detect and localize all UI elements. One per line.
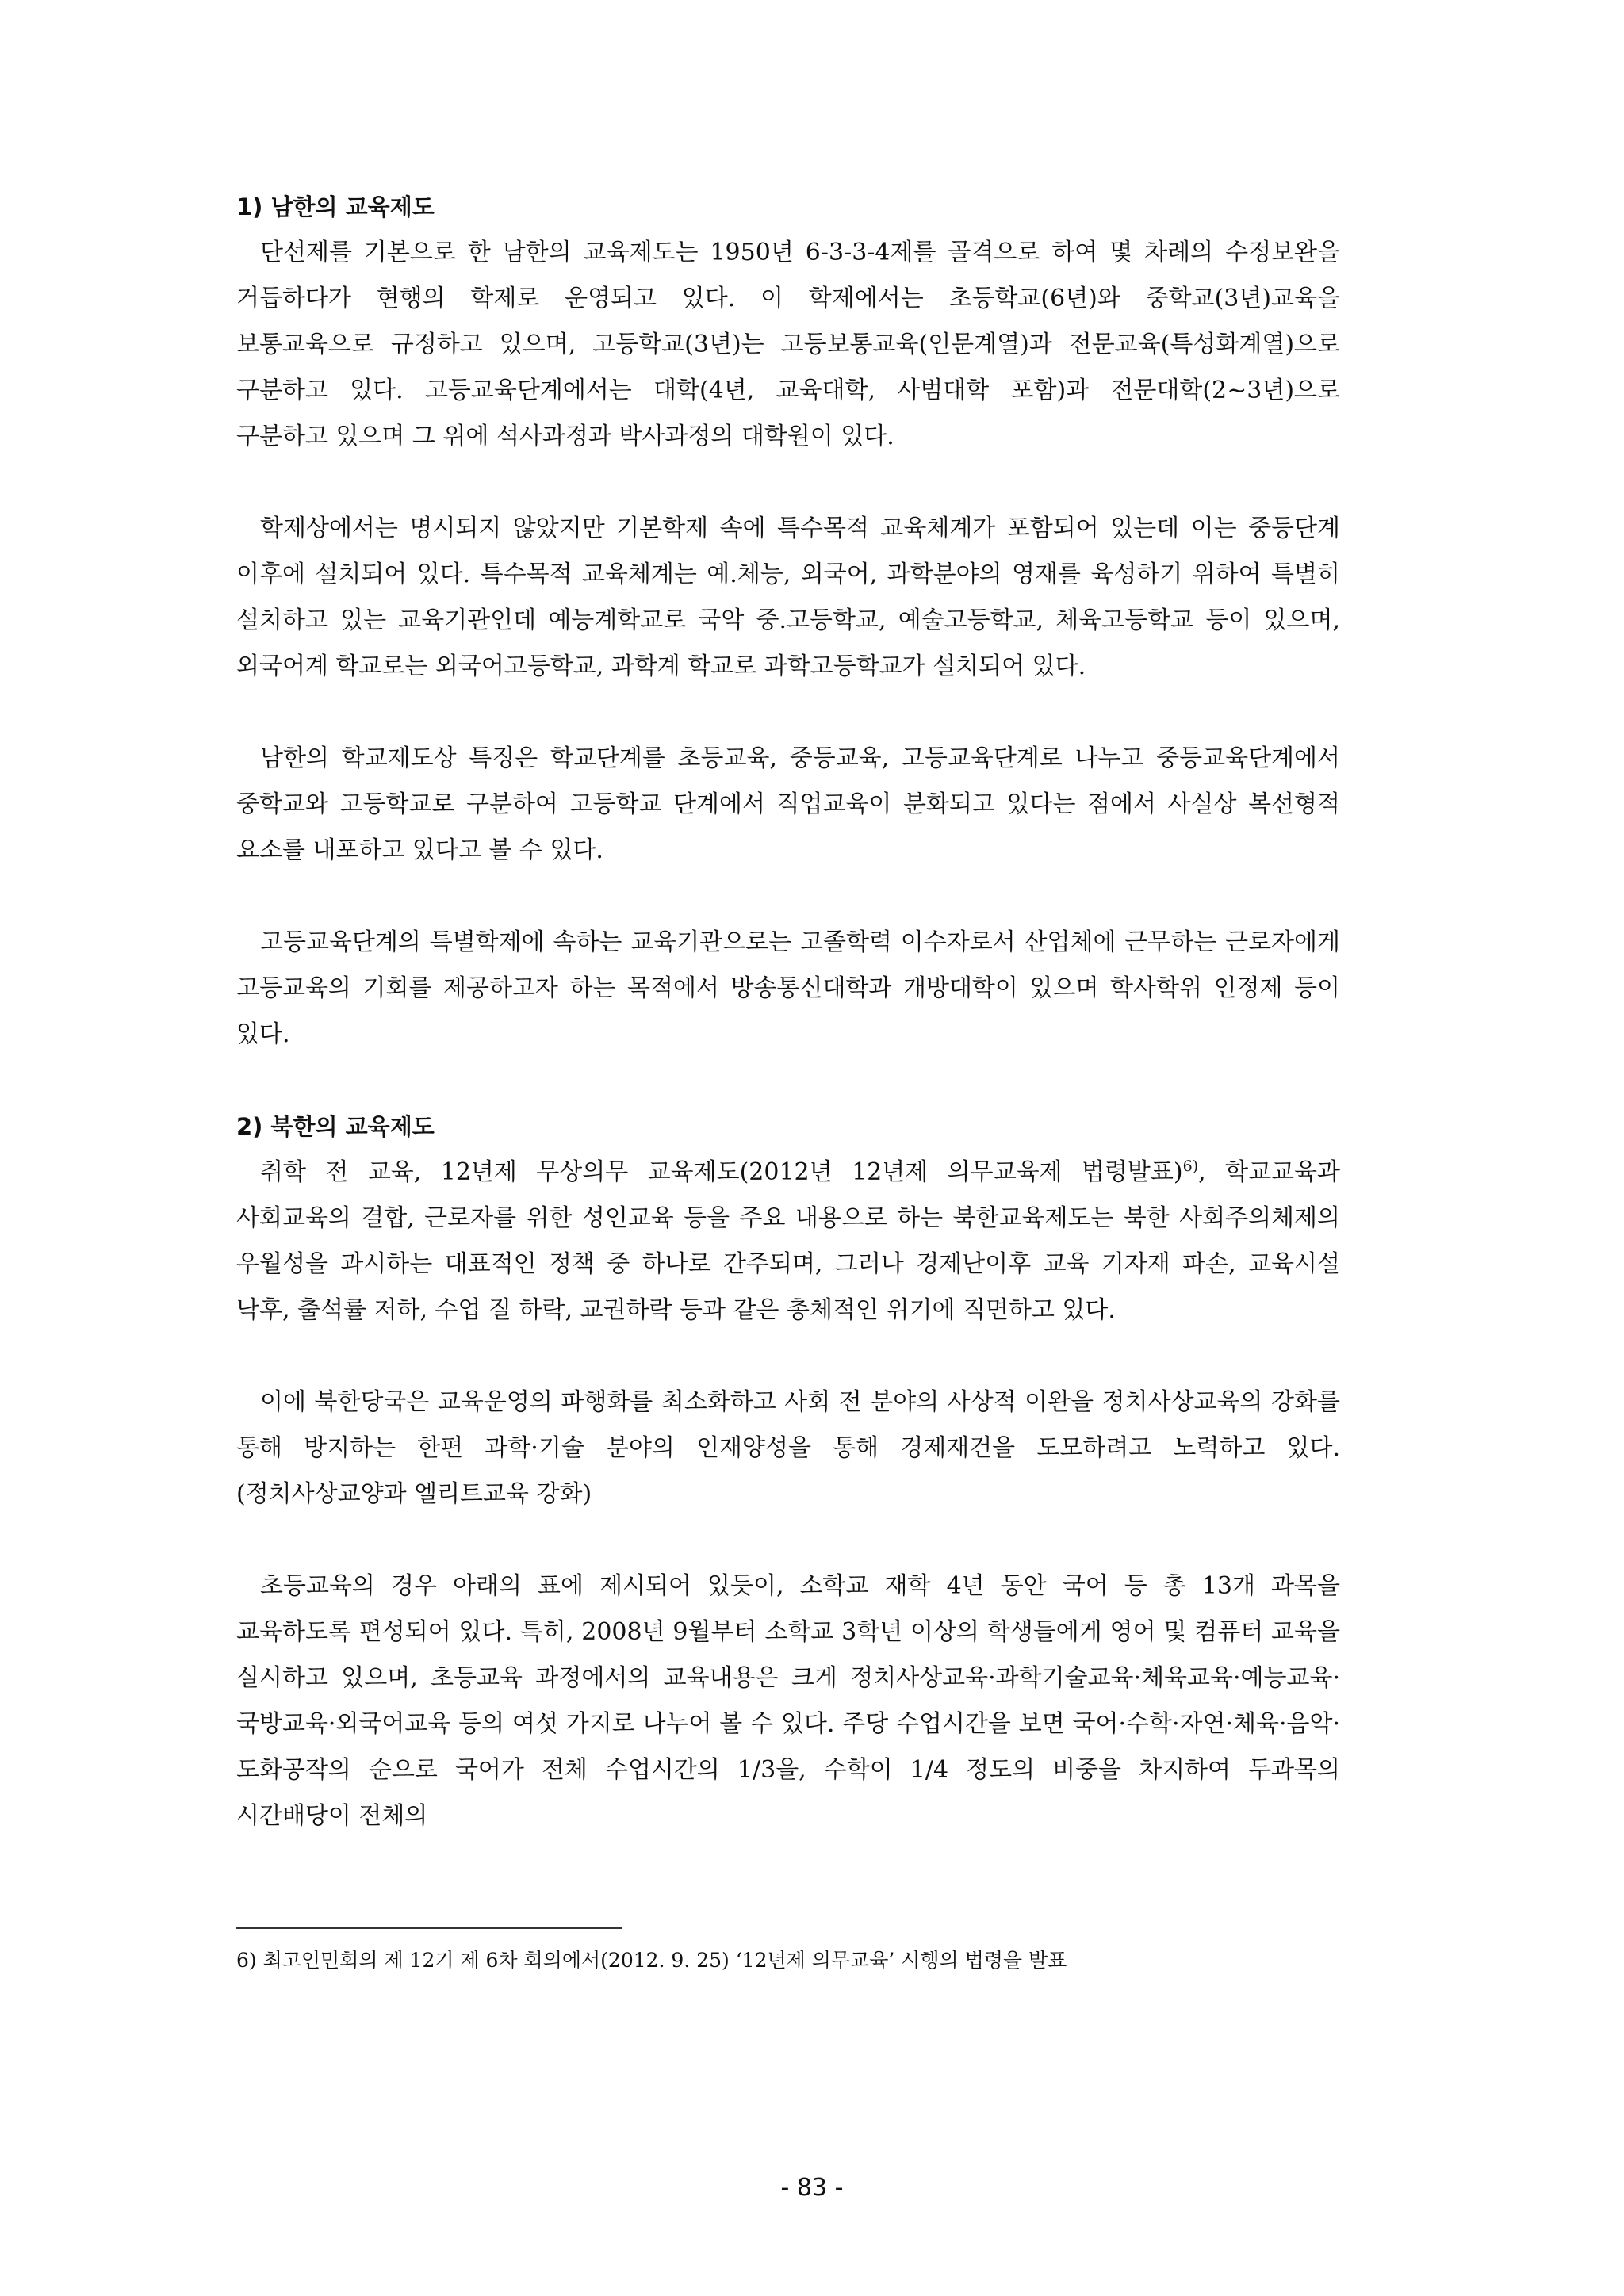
paragraph-gap [236, 874, 1340, 920]
paragraph-text-end: , 학교교육과 사회교육의 결합, 근로자를 위한 성인교육 등을 주요 내용으로 하는 북한교육제도는 북한 사회주의체제의 우월성을 과시하는 대표적인 정책 중 하나로 간주되며, 그러나 경제난이후 교육 기자재 파손, 교육시설 낙후, 출석률 저하, 수업 질 하락, 교권하락 등과 같은 총체적인 위기에 직면하고 있다. [236, 1158, 1340, 1324]
paragraph-gap [236, 1058, 1340, 1104]
page-body [236, 184, 1340, 1839]
paragraph-text-start: 취학 전 교육, 12년제 무상의무 교육제도(2012년 12년제 의무교육제 법령발표) [260, 1158, 1183, 1186]
paragraph-gap [236, 460, 1340, 506]
section-heading-south-korea: 1) 남한의 교육제도 [236, 193, 435, 220]
paragraph-north-primary-education: 초등교육의 경우 아래의 표에 제시되어 있듯이, 소학교 재학 4년 동안 국어 등 총 13개 과목을 교육하도록 편성되어 있다. 특히, 2008년 9월부터 소학교 3학년 이상의 학생들에게 영어 및 컴퓨터 교육을 실시하고 있으며, 초등교육 과정에서의 교육내용은 크게 정치사상교육·과학기술교육·체육교육·예능교육·국방교육·외국어교육 등의 여섯 가지로 나누어 볼 수 있다. 주당 수업시간을 보면 국어·수학·자연·체육·음악·도화공작의 순으로 국어가 전체 수업시간의 1/3을, 수학이 1/4 정도의 비중을 차지하여 두과목의 시간배당이 전체의 [236, 1572, 1340, 1830]
paragraph-gap [236, 1334, 1340, 1380]
paragraph-single-track-system: 단선제를 기본으로 한 남한의 교육제도는 1950년 6-3-3-4제를 골격으로 하여 몇 차례의 수정보완을 거듭하다가 현행의 학제로 운영되고 있다. 이 학제에서는 초등학교(6년)와 중학교(3년)교육을 보통교육으로 규정하고 있으며, 고등학교(3년)는 고등보통교육(인문계열)과 전문교육(특성화계열)으로 구분하고 있다. 고등교육단계에서는 대학(4년, 교육대학, 사범대학 포함)과 전문대학(2~3년)으로 구분하고 있으며 그 위에 석사과정과 박사과정의 대학원이 있다. [236, 239, 1340, 450]
footnote-divider [236, 1927, 622, 1929]
paragraph-north-ideology-education: 이에 북한당국은 교육운영의 파행화를 최소화하고 사회 전 분야의 사상적 이완을 정치사상교육의 강화를 통해 방지하는 한편 과학·기술 분야의 인재양성을 통해 경제재건을 도모하려고 노력하고 있다. (정치사상교양과 엘리트교육 강화) [236, 1388, 1340, 1508]
paragraph-special-higher-education: 고등교육단계의 특별학제에 속하는 교육기관으로는 고졸학력 이수자로서 산업체에 근무하는 근로자에게 고등교육의 기회를 제공하고자 하는 목적에서 방송통신대학과 개방대학이 있으며 학사학위 인정제 등이 있다. [236, 928, 1340, 1048]
paragraph-school-system-features: 남한의 학교제도상 특징은 학교단계를 초등교육, 중등교육, 고등교육단계로 나누고 중등교육단계에서 중학교와 고등학교로 구분하여 고등학교 단계에서 직업교육이 분화되고 있다는 점에서 사실상 복선형적 요소를 내포하고 있다고 볼 수 있다. [236, 744, 1340, 864]
paragraph-north-education-overview [236, 1150, 1340, 1334]
paragraph-gap [236, 1517, 1340, 1563]
page-number: - 83 - [780, 2174, 844, 2202]
paragraph-special-purpose-schools: 학제상에서는 명시되지 않았지만 기본학제 속에 특수목적 교육체계가 포함되어 있는데 이는 중등단계 이후에 설치되어 있다. 특수목적 교육체계는 예.체능, 외국어, 과학분야의 영재를 육성하기 위하여 특별히 설치하고 있는 교육기관인데 예능계학교로 국악 중.고등학교, 예술고등학교, 체육고등학교 등이 있으며, 외국어계 학교로는 외국어고등학교, 과학계 학교로 과학고등학교가 설치되어 있다. [236, 515, 1340, 680]
footnote-text: 6) 최고인민회의 제 12기 제 6차 회의에서(2012. 9. 25) ‘12년제 의무교육’ 시행의 법령을 발표 [236, 1949, 1067, 1972]
footnote-reference[interactable]: 6) [1182, 1158, 1199, 1175]
section-heading-north-korea: 2) 북한의 교육제도 [236, 1113, 435, 1140]
paragraph-gap [236, 690, 1340, 736]
